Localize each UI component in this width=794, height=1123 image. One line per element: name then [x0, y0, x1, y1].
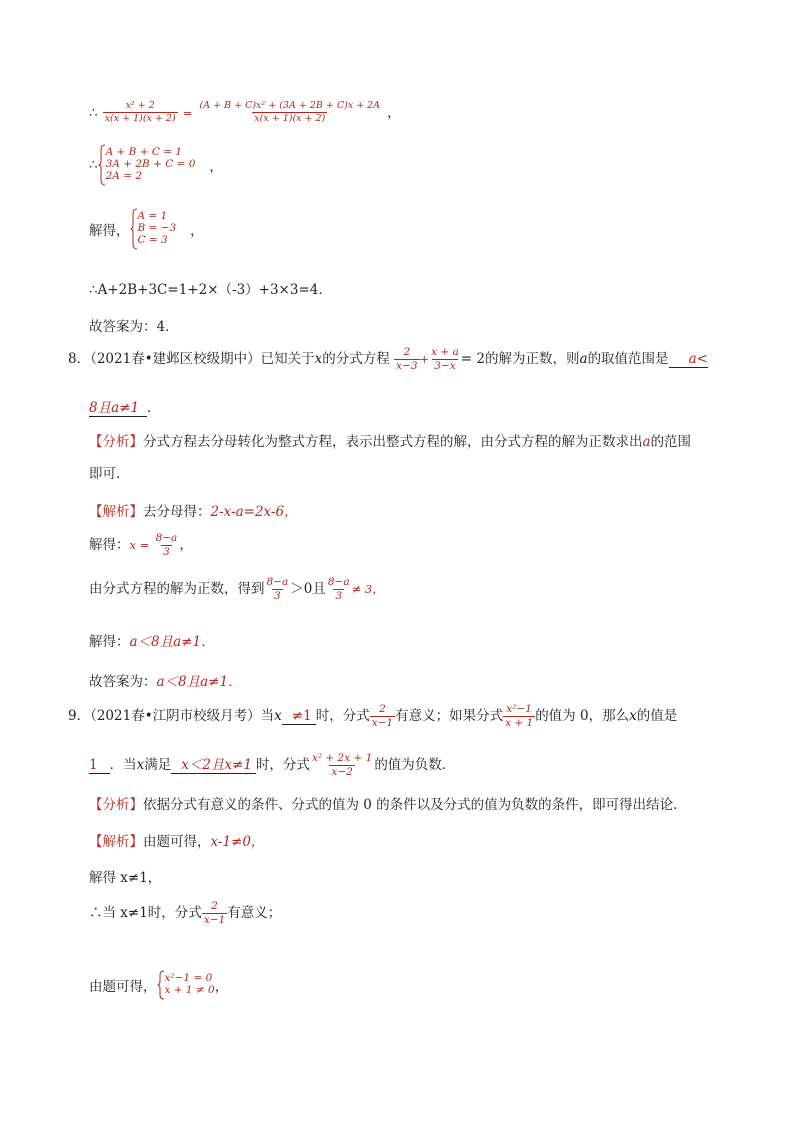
condition-text: ＞0且	[290, 581, 326, 598]
final-value: a＜8且a≠1．	[156, 674, 242, 690]
solve-line-q9: 解得 x≠1，	[89, 870, 162, 886]
question-number: 9．	[68, 708, 91, 725]
numerator: 8−a	[266, 576, 289, 588]
numerator: 8−a	[327, 576, 350, 588]
stem-text: 满足	[144, 757, 172, 774]
equation-system-1	[89, 144, 223, 186]
comma: ，	[387, 104, 401, 121]
jiexi-equation: 2-x-a=2x-6，	[210, 504, 298, 520]
comma: ，	[179, 537, 193, 554]
system-row: A = 1	[137, 210, 168, 223]
equation-system-q9	[89, 970, 228, 1000]
plus-sign: +	[419, 352, 430, 367]
left-brace-icon	[98, 144, 106, 186]
stem-text: ．当	[109, 757, 137, 774]
period: ．	[147, 400, 161, 416]
rhs-denominator: x(x + 1)(x + 2)	[254, 112, 326, 124]
condition-line	[89, 576, 384, 603]
rhs-numerator: (A + B + C)x² + (3A + 2B + C)x + 2A	[199, 100, 381, 111]
stem-text: 有意义；如果分式	[395, 708, 504, 725]
question-8-answer-cont	[89, 396, 161, 417]
stem-text: 时，分式	[315, 708, 370, 725]
result-line	[89, 630, 215, 650]
system-rows	[165, 973, 215, 997]
answer-blank-1: ≠1	[282, 708, 316, 725]
answer-blank-part1: a<	[669, 351, 708, 368]
left-brace-icon	[130, 208, 138, 250]
solve-x-line	[89, 532, 193, 559]
therefore-symbol: ∴	[89, 104, 98, 121]
numerator: x² + 2x + 1	[311, 752, 373, 764]
therefore-line-q9	[89, 900, 281, 927]
jiexi-line-1	[89, 500, 298, 520]
stem-fraction-1	[370, 703, 395, 730]
system-row: C = 3	[137, 233, 168, 246]
result-value: a＜8且a≠1．	[129, 634, 215, 650]
final-answer-line	[89, 670, 242, 690]
sum-result-line: ∴A+2B+3C=1+2×（-3）+3×3=4．	[89, 282, 332, 298]
condition-text: 由分式方程的解为正数，得到	[89, 581, 265, 598]
denominator: x−2	[331, 766, 353, 779]
system-row: B = −3	[137, 222, 177, 235]
system-row: 3A + 2B + C = 0	[105, 158, 196, 171]
denominator: 3	[163, 546, 170, 559]
answer-blank-2: 1	[89, 757, 110, 774]
analysis-line-1	[89, 430, 691, 450]
result-prefix: 解得：	[89, 634, 130, 650]
jiexi-tag: 【解析】	[89, 504, 143, 520]
denominator: 3−x	[434, 360, 456, 373]
not-equal: ≠ 3，	[351, 582, 384, 597]
numerator: x + a	[431, 346, 459, 358]
comma: ，	[190, 223, 204, 239]
analysis-line-2: 即可．	[89, 466, 130, 482]
therefore-text: ∴当 x≠1时，分式	[89, 905, 202, 922]
system-rows	[106, 147, 196, 182]
system-row: 2A = 2	[105, 169, 143, 182]
analysis-line-q9	[89, 793, 687, 813]
solution-fraction	[154, 532, 180, 559]
numerator: 2	[379, 703, 386, 715]
denominator: x−3	[396, 360, 418, 373]
jiexi-line-q9	[89, 830, 264, 850]
analysis-text: 依据分式有意义的条件、分式的值为 0 的条件以及分式的值为负数的条件，即可得出结论．	[143, 797, 687, 813]
question-9-stem-cont	[89, 752, 455, 779]
question-8-stem	[68, 346, 708, 373]
jiexi-tag: 【解析】	[89, 834, 143, 850]
var-x: x	[136, 757, 145, 774]
var-x: x	[629, 708, 637, 725]
var-x: x	[314, 351, 323, 368]
stem-text: 时，分式	[255, 757, 310, 774]
stem-text: 的值为 0，那么	[535, 708, 630, 725]
system-prefix: 由题可得，	[89, 979, 157, 995]
var-x: x	[274, 708, 282, 725]
denominator: 3	[335, 590, 343, 603]
comma: ，	[214, 979, 229, 995]
stem-text: 的值是	[636, 708, 678, 725]
analysis-text: 分式方程去分母转化为整式方程，表示出整式方程的解，由分式方程的解为正数求出	[143, 434, 643, 450]
system-row: A + B + C = 1	[105, 146, 183, 159]
denominator: x−1	[203, 914, 226, 927]
condition-fraction-2	[326, 576, 352, 603]
stem-fraction-3	[310, 752, 374, 779]
answer-line-q7: 故答案为：4．	[89, 319, 179, 335]
denominator: x−1	[371, 717, 394, 730]
question-source: （2021春•江阴市校级月考）当	[90, 708, 275, 725]
analysis-tag: 【分析】	[89, 434, 143, 450]
therefore-fraction	[202, 900, 227, 927]
jiexi-equation: x-1≠0，	[210, 834, 265, 850]
system-row: x²−1 = 0	[164, 972, 213, 985]
jiexi-text: 去分母得：	[143, 504, 211, 520]
therefore-symbol: ∴	[89, 157, 98, 173]
var-a: a	[642, 434, 651, 450]
denominator: 3	[274, 590, 281, 603]
system-row: x + 1 ≠ 0	[164, 984, 215, 996]
left-brace-icon	[157, 970, 165, 1000]
stem-fraction-2	[429, 346, 461, 373]
question-9-stem	[68, 703, 677, 730]
analysis-text: 的范围	[650, 434, 692, 450]
solution-prefix: 解得，	[89, 223, 130, 239]
stem-fraction-1	[394, 346, 419, 373]
stem-text: 的取值范围是	[587, 351, 669, 368]
final-prefix: 故答案为：	[89, 674, 157, 690]
stem-fraction-2	[503, 703, 535, 730]
rhs-fraction	[198, 100, 383, 125]
stem-text: = 2的解为正数，则	[460, 351, 580, 368]
fraction-identity-line	[89, 100, 401, 125]
jiexi-text: 由题可得，	[143, 834, 211, 850]
stem-text: 的分式方程	[322, 351, 390, 368]
answer-blank-part2: 8且a≠1	[89, 396, 147, 417]
var-a: a	[579, 351, 588, 368]
solve-prefix: 解得：	[89, 537, 130, 554]
solution-system-1	[89, 208, 204, 250]
equals-sign: =	[182, 105, 193, 120]
lhs-fraction	[103, 100, 178, 125]
condition-fraction-1	[265, 576, 291, 603]
stem-text: 的值为负数．	[374, 757, 456, 774]
comma: ，	[209, 159, 223, 175]
answer-blank-3: x＜2且x≠1	[171, 753, 256, 774]
question-number: 8．	[68, 351, 91, 368]
numerator: 2	[403, 346, 411, 358]
lhs-denominator: x(x + 1)(x + 2)	[104, 112, 176, 124]
question-source: （2021春•建邺区校级期中）已知关于	[90, 351, 315, 368]
analysis-tag: 【分析】	[89, 797, 143, 813]
denominator: x + 1	[505, 717, 534, 730]
lhs-numerator: x² + 2	[125, 100, 155, 111]
numerator: 2	[211, 900, 218, 912]
therefore-text: 有意义；	[227, 905, 282, 922]
numerator: x²−1	[506, 703, 532, 715]
x-equals: x =	[129, 538, 150, 553]
system-rows	[138, 211, 177, 246]
numerator: 8−a	[155, 532, 178, 544]
